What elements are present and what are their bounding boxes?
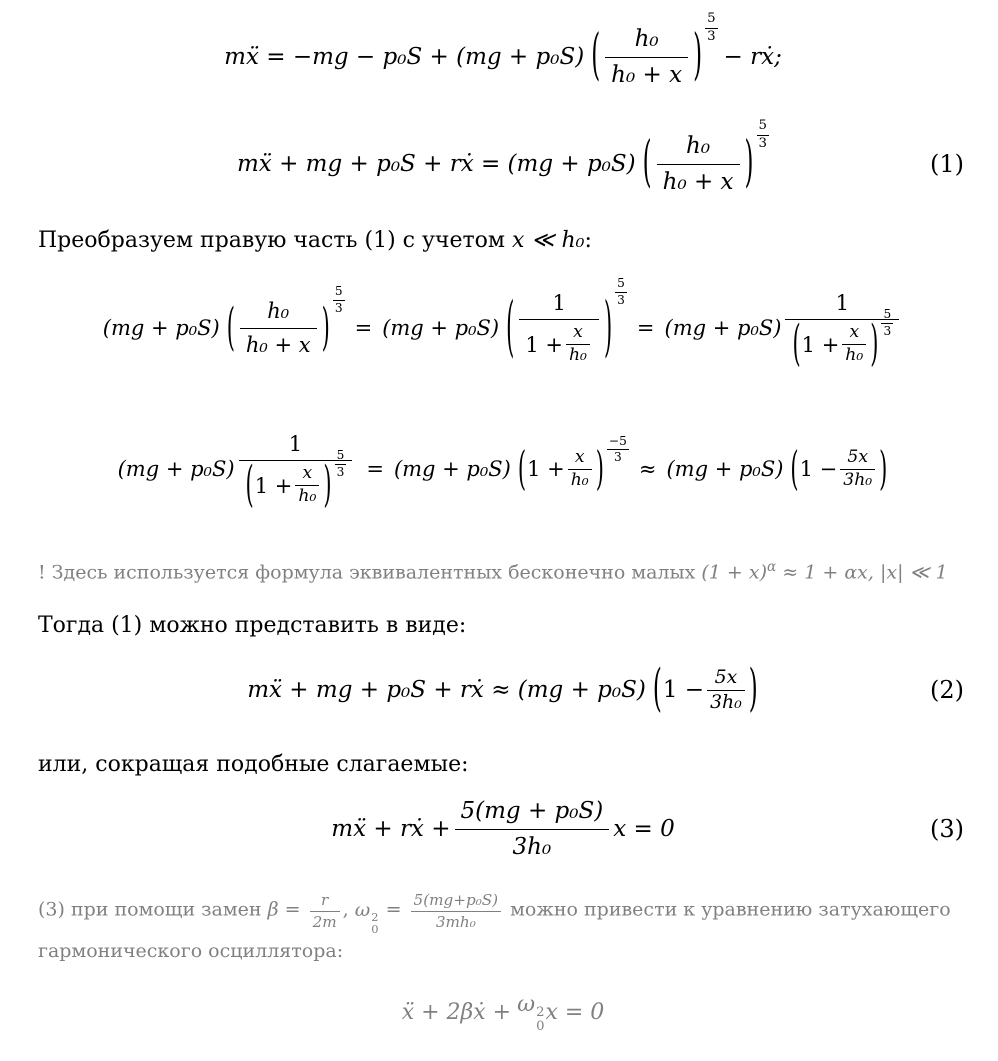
omega-scripts: 2 0 bbox=[536, 1005, 545, 1035]
eq-oscillator bbox=[38, 981, 968, 1045]
reciprocal-power bbox=[505, 276, 627, 366]
linearized-factor bbox=[652, 660, 759, 718]
equation-number-2: (2) bbox=[930, 676, 964, 705]
exponent-five-thirds: $\frac{5}{3}$ bbox=[883, 307, 892, 338]
linearized-factor bbox=[789, 441, 888, 495]
fraction-x-over-h0: $\frac{x}{\text{h₀}}$ bbox=[568, 448, 592, 491]
one-plus: 1 + bbox=[525, 332, 563, 357]
eq-chain-a bbox=[38, 253, 968, 403]
left-paren: ( bbox=[517, 441, 527, 495]
fraction-one-over-one-plus-x-h0: 1 1 + $\frac{x}{\text{h₀}}$ bbox=[519, 290, 599, 366]
equation-number-3: (3) bbox=[930, 815, 964, 844]
factor-mg-p0s: (mg + p₀S) bbox=[664, 316, 782, 340]
fraction-one-over-paren-power: 1 ( 1 + $\frac{x}{\text{h₀}}$ ) $\frac{5}{3}$ bbox=[239, 431, 353, 507]
fraction-h0-over-h0-plus-x: $\frac{\text{h₀}}{\text{h₀ + x}}$ bbox=[605, 25, 688, 90]
right-paren: ) bbox=[870, 315, 879, 372]
note-equivalent-infinitesimals bbox=[38, 559, 968, 583]
equals-sign: = bbox=[385, 899, 402, 922]
left-paren: ( bbox=[652, 660, 662, 718]
equals-sign: = bbox=[636, 316, 655, 340]
height-ratio-power bbox=[226, 284, 345, 358]
fraction-r-over-2m: $\frac{r}{2m}$ bbox=[310, 891, 340, 930]
omega-symbol: ω bbox=[517, 991, 536, 1017]
equals-sign: = bbox=[366, 457, 384, 481]
note-text: ! Здесь используется формула эквивалентных бесконечно малых bbox=[38, 561, 702, 584]
approx-sign: ≈ bbox=[638, 457, 657, 481]
para-or: или, сокращая подобные слагаемые: bbox=[38, 752, 469, 778]
fraction-stiffness: $\frac{\text{5(mg + p₀S)}}{\text{3h₀}}$ bbox=[455, 797, 610, 862]
omega-zero-squared bbox=[354, 899, 380, 936]
eq-newton-lhs: mẍ = −mg − p₀S + (mg + p₀S) bbox=[224, 44, 585, 70]
eq-3-tail: x = 0 bbox=[613, 816, 675, 843]
left-paren: ( bbox=[642, 131, 652, 194]
subst-text: (3) при помощи замен bbox=[38, 899, 268, 922]
right-paren: ) bbox=[323, 456, 332, 513]
one-minus: 1 − bbox=[662, 677, 705, 704]
equation-number-1: (1) bbox=[930, 150, 964, 178]
eq-osc-tail: x = 0 bbox=[545, 1000, 605, 1026]
eq-newton-raw bbox=[38, 6, 968, 108]
one-plus: 1 + bbox=[801, 332, 840, 357]
binomial-power-neg bbox=[517, 433, 629, 495]
eq-chain-b bbox=[38, 403, 968, 535]
one-plus: 1 + bbox=[527, 457, 565, 481]
factor-mg-p0s: (mg + p₀S) bbox=[666, 457, 784, 481]
height-ratio-power bbox=[642, 117, 769, 197]
one-plus: 1 + bbox=[254, 473, 293, 498]
left-paren: ( bbox=[245, 456, 254, 513]
eq-3 bbox=[38, 783, 968, 875]
right-paren: ) bbox=[603, 289, 613, 364]
eq-newton-tail: − rẋ; bbox=[723, 44, 782, 70]
omega-scripts: 2 0 bbox=[371, 909, 379, 936]
one-minus: 1 − bbox=[799, 457, 838, 481]
factor-mg-p0s: (mg + p₀S) bbox=[382, 316, 500, 340]
alpha-exponent: α bbox=[767, 559, 777, 575]
left-paren: ( bbox=[792, 315, 801, 372]
eq-1-lhs: mẍ + mg + p₀S + rẋ = (mg + p₀S) bbox=[237, 151, 636, 177]
left-paren: ( bbox=[790, 441, 799, 495]
fraction-x-over-h0: $\frac{x}{\text{h₀}}$ bbox=[842, 323, 866, 366]
height-ratio-power bbox=[590, 10, 717, 90]
para-substitution-line1 bbox=[38, 891, 968, 935]
exponent-five-thirds: $\frac{5}{3}$ bbox=[336, 448, 345, 479]
exponent-five-thirds: $\frac{5}{3}$ bbox=[758, 117, 767, 151]
eq-3-lhs: mẍ + rẋ + bbox=[331, 816, 451, 843]
eq-1 bbox=[38, 108, 968, 220]
fraction-omega-definition: $\frac{\text{5(mg+p₀S)}}{\text{3mh₀}}$ bbox=[411, 891, 502, 930]
right-paren: ) bbox=[321, 298, 330, 356]
factor-mg-p0s: (mg + p₀S) bbox=[393, 457, 511, 481]
left-paren: ( bbox=[506, 289, 515, 364]
left-paren: ( bbox=[591, 24, 601, 87]
factor-mg-p0s: (mg + p₀S) bbox=[117, 457, 235, 481]
fraction-x-over-h0: $\frac{x}{\text{h₀}}$ bbox=[295, 464, 319, 507]
omega-zero-squared bbox=[517, 992, 545, 1034]
document-page bbox=[0, 6, 998, 1061]
beta-definition: β = bbox=[267, 899, 301, 922]
right-paren: ) bbox=[748, 660, 758, 718]
right-paren: ) bbox=[693, 24, 703, 87]
omega-symbol: ω bbox=[354, 899, 371, 922]
para-transform-text: Преобразуем правую часть (1) с учетом bbox=[38, 228, 513, 253]
right-paren: ) bbox=[879, 441, 888, 495]
note-binomial: (1 + x) bbox=[701, 561, 768, 584]
para-then: Тогда (1) можно представить в виде: bbox=[38, 613, 467, 639]
exponent-five-thirds: $\frac{5}{3}$ bbox=[334, 284, 343, 315]
fraction-5x-over-3h0: $\frac{5x}{\text{3h₀}}$ bbox=[840, 448, 875, 491]
exponent-five-thirds: $\frac{5}{3}$ bbox=[707, 10, 716, 44]
para-substitution bbox=[38, 891, 968, 967]
eq-2 bbox=[38, 642, 968, 738]
eq-osc-lhs: ẍ + 2βẋ + bbox=[401, 1000, 512, 1026]
para-substitution-line2: гармонического осциллятора: bbox=[38, 939, 344, 962]
fraction-5x-over-3h0: $\frac{5x}{\text{3h₀}}$ bbox=[707, 667, 745, 713]
comma: , bbox=[342, 899, 349, 922]
right-paren: ) bbox=[595, 441, 604, 495]
eq-2-lhs: mẍ + mg + p₀S + rẋ ≈ (mg + p₀S) bbox=[247, 677, 646, 704]
right-paren: ) bbox=[744, 131, 754, 194]
fraction-h0-over-h0-plus-x: $\frac{\text{h₀}}{\text{h₀ + x}}$ bbox=[657, 132, 740, 197]
left-paren: ( bbox=[226, 298, 235, 356]
note-approximation: ≈ 1 + αx, |x| ≪ 1 bbox=[782, 561, 948, 584]
exponent-neg-five-thirds: $\frac{-5}{3}$ bbox=[608, 433, 627, 465]
exponent-five-thirds: $\frac{5}{3}$ bbox=[617, 276, 625, 307]
fraction-x-over-h0: $\frac{x}{\text{h₀}}$ bbox=[566, 323, 590, 366]
para-transform-colon: : bbox=[584, 228, 592, 253]
subst-text-tail: можно привести к уравнению затухающего bbox=[510, 899, 951, 922]
condition-x-much-less-h0: x ≪ h₀ bbox=[512, 228, 585, 253]
fraction-h0-over-h0-plus-x: $\frac{\text{h₀}}{\text{h₀ + x}}$ bbox=[240, 298, 317, 358]
factor-mg-p0s: (mg + p₀S) bbox=[102, 316, 220, 340]
fraction-one-over-paren-power: 1 ( 1 + $\frac{x}{\text{h₀}}$ ) $\frac{5}{3}$ bbox=[785, 290, 899, 366]
para-transform bbox=[38, 228, 968, 253]
equals-sign: = bbox=[354, 316, 373, 340]
